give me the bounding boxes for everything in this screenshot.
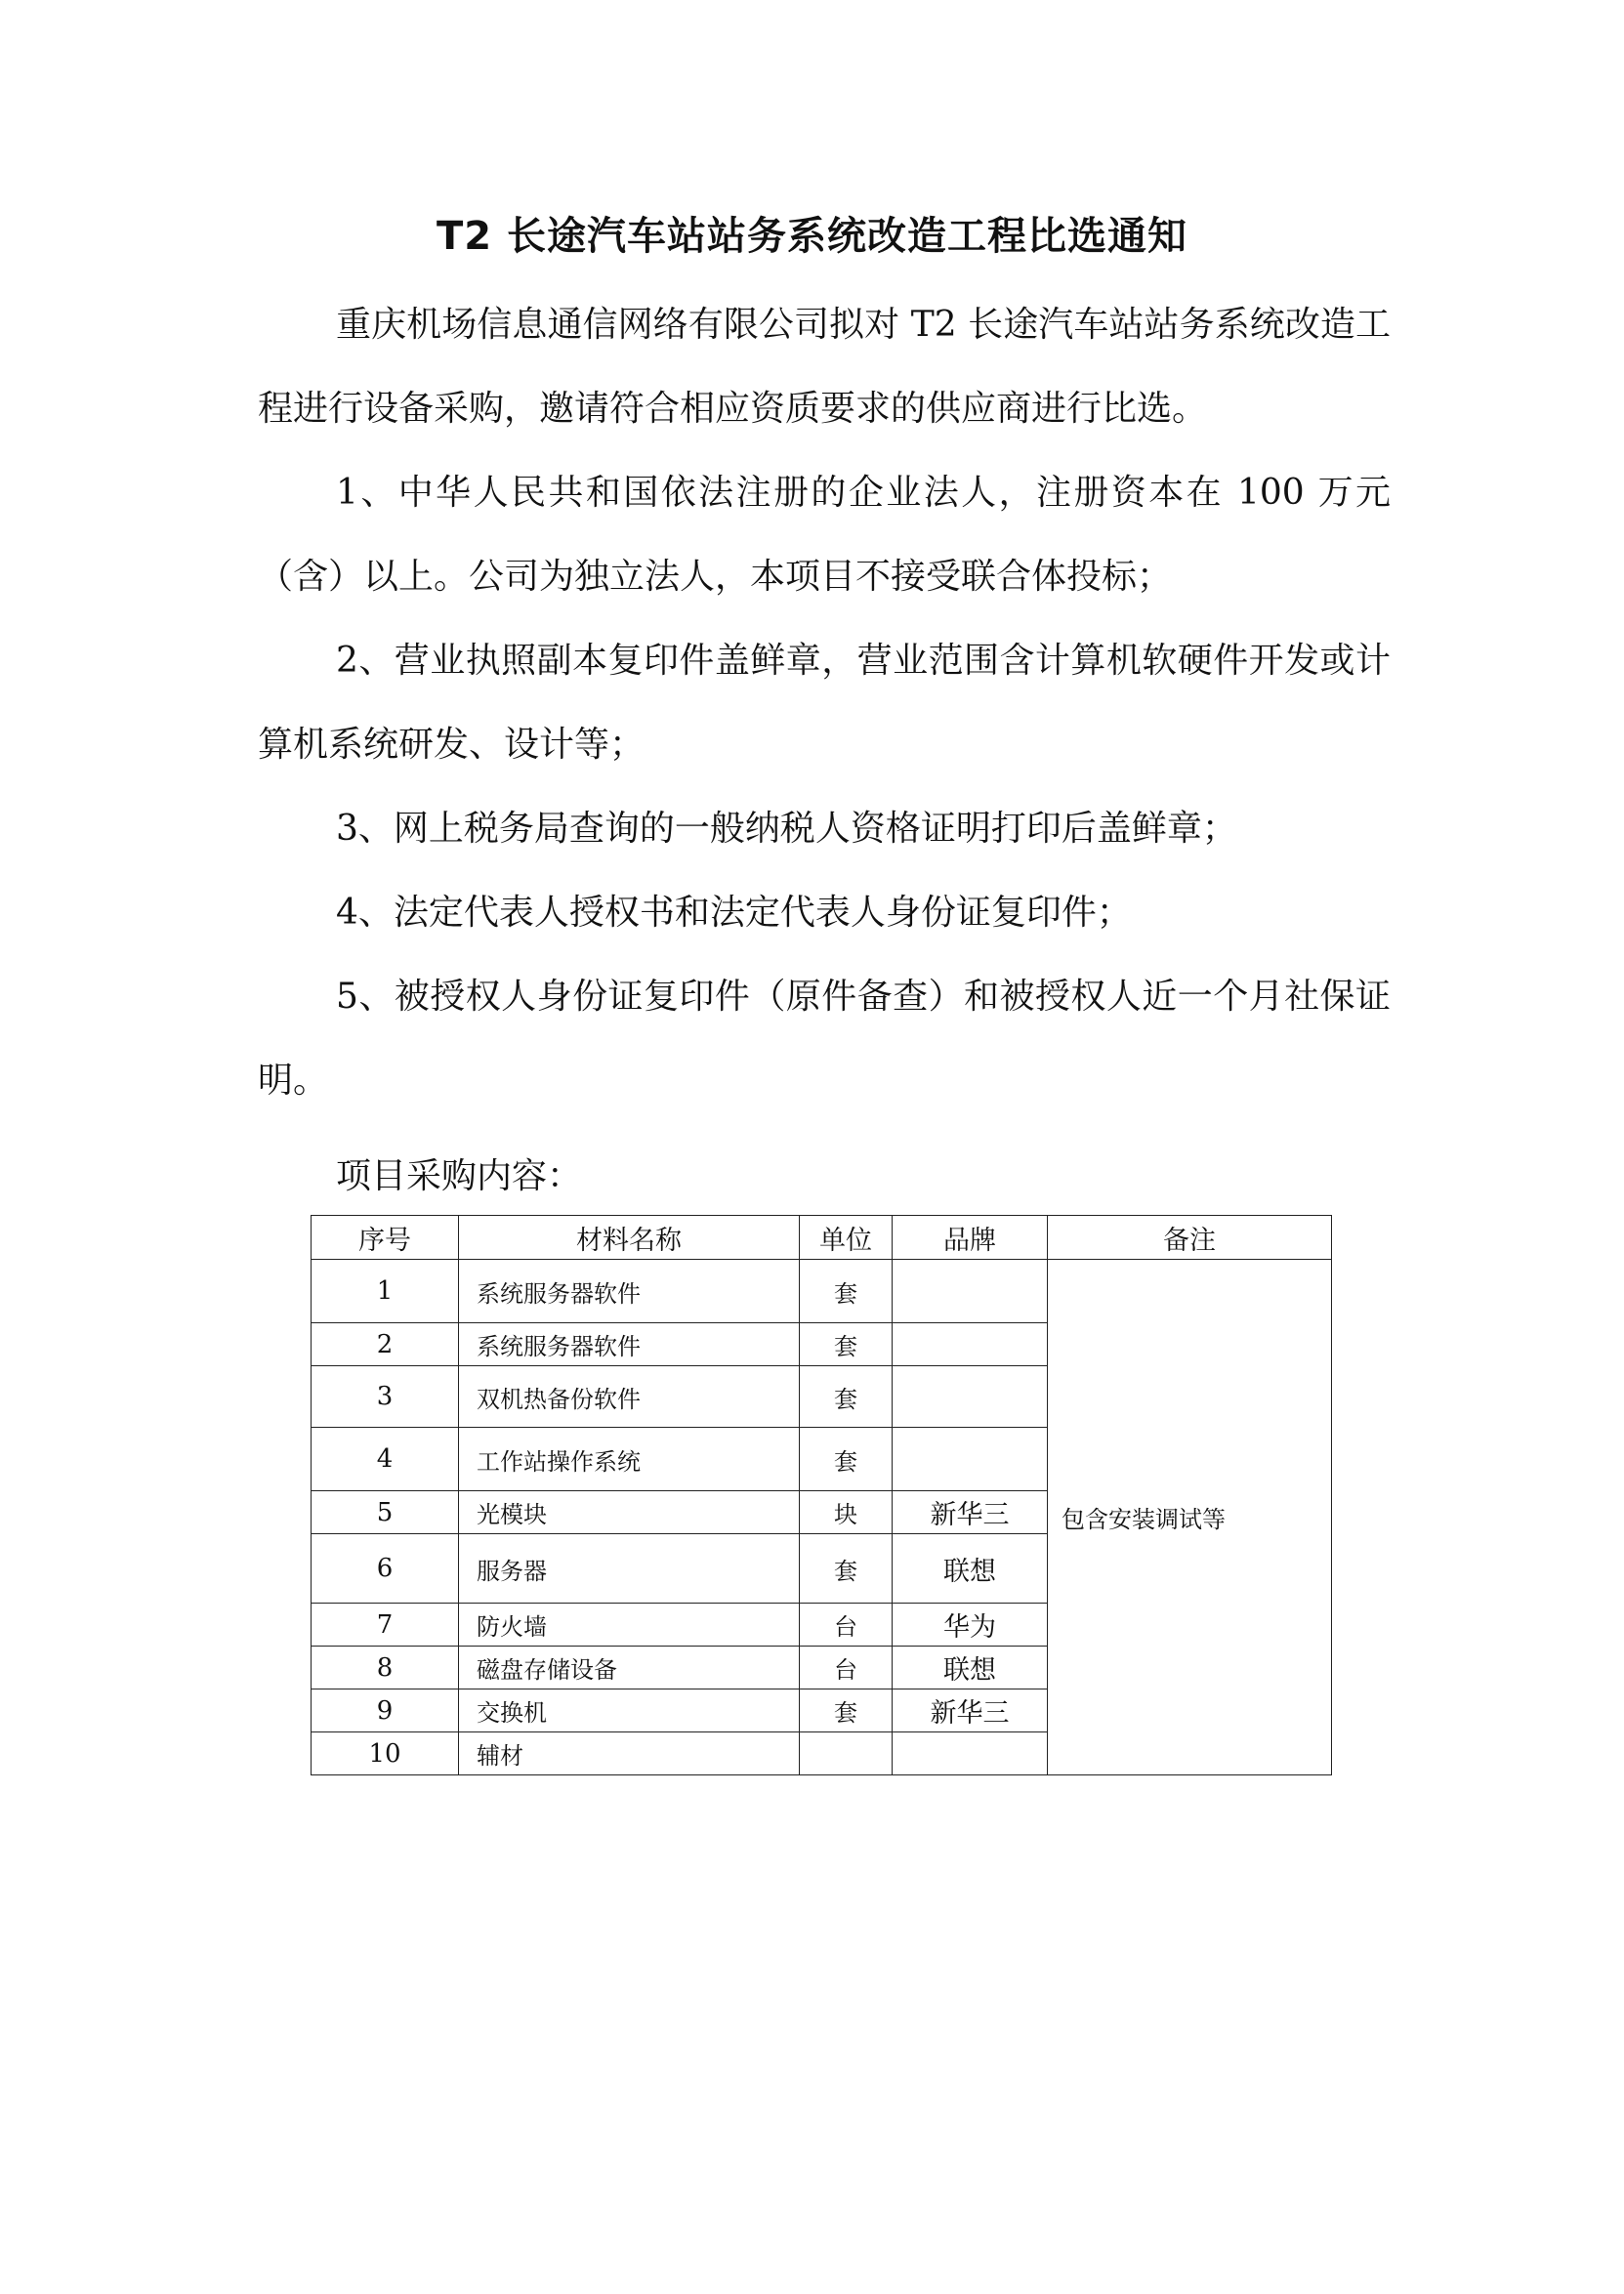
row-no: 1 xyxy=(312,1260,459,1323)
requirement-2: 2、营业执照副本复印件盖鲜章，营业范围含计算机软硬件开发或计算机系统研发、设计等； xyxy=(258,641,1391,765)
requirement-3: 3、网上税务局查询的一般纳税人资格证明打印后盖鲜章； xyxy=(336,809,1237,849)
table-header-row xyxy=(312,1216,1332,1260)
row-unit: 台 xyxy=(800,1604,893,1647)
row-brand: 联想 xyxy=(893,1647,1048,1689)
row-name: 系统服务器软件 xyxy=(459,1323,800,1366)
row-name: 工作站操作系统 xyxy=(459,1428,800,1491)
row-name: 光模块 xyxy=(459,1491,800,1534)
intro-paragraph: 重庆机场信息通信网络有限公司拟对 T2 长途汽车站站务系统改造工程进行设备采购，邀请符合相应资质要求的供应商进行比选。 xyxy=(258,305,1391,429)
row-brand xyxy=(893,1732,1048,1775)
row-brand: 新华三 xyxy=(893,1491,1048,1534)
row-no: 7 xyxy=(312,1604,459,1647)
row-brand xyxy=(893,1366,1048,1428)
row-unit: 套 xyxy=(800,1428,893,1491)
requirement-4: 4、法定代表人授权书和法定代表人身份证复印件； xyxy=(336,893,1132,933)
row-name: 交换机 xyxy=(459,1689,800,1732)
requirement-1: 1、中华人民共和国依法注册的企业法人，注册资本在 100 万元（含）以上。公司为独立法人，本项目不接受联合体投标； xyxy=(258,473,1391,597)
notice-body xyxy=(258,283,1391,1123)
row-name: 磁盘存储设备 xyxy=(459,1647,800,1689)
row-no: 6 xyxy=(312,1534,459,1604)
row-brand xyxy=(893,1428,1048,1491)
row-brand: 联想 xyxy=(893,1534,1048,1604)
row-unit: 块 xyxy=(800,1491,893,1534)
header-name: 材料名称 xyxy=(459,1216,800,1260)
row-unit: 套 xyxy=(800,1689,893,1732)
row-name: 服务器 xyxy=(459,1534,800,1604)
row-unit: 套 xyxy=(800,1323,893,1366)
row-unit: 台 xyxy=(800,1647,893,1689)
row-brand: 新华三 xyxy=(893,1689,1048,1732)
row-brand: 华为 xyxy=(893,1604,1048,1647)
requirement-5: 5、被授权人身份证复印件（原件备查）和被授权人近一个月社保证明。 xyxy=(258,977,1391,1101)
row-name: 防火墙 xyxy=(459,1604,800,1647)
table-row xyxy=(312,1260,1332,1323)
header-unit: 单位 xyxy=(800,1216,893,1260)
row-unit: 套 xyxy=(800,1366,893,1428)
row-no: 5 xyxy=(312,1491,459,1534)
row-unit xyxy=(800,1732,893,1775)
row-no: 8 xyxy=(312,1647,459,1689)
remark-cell: 包含安装调试等 xyxy=(1048,1260,1332,1775)
row-name: 系统服务器软件 xyxy=(459,1260,800,1323)
row-name: 辅材 xyxy=(459,1732,800,1775)
notice-title: T2 长途汽车站站务系统改造工程比选通知 xyxy=(436,214,1188,259)
row-no: 3 xyxy=(312,1366,459,1428)
row-name: 双机热备份软件 xyxy=(459,1366,800,1428)
header-no: 序号 xyxy=(312,1216,459,1260)
procurement-table xyxy=(311,1215,1332,1775)
header-remark: 备注 xyxy=(1048,1216,1332,1260)
header-brand: 品牌 xyxy=(893,1216,1048,1260)
row-no: 10 xyxy=(312,1732,459,1775)
row-no: 2 xyxy=(312,1323,459,1366)
row-unit: 套 xyxy=(800,1260,893,1323)
row-unit: 套 xyxy=(800,1534,893,1604)
row-no: 9 xyxy=(312,1689,459,1732)
table-heading: 项目采购内容： xyxy=(336,1156,583,1196)
row-brand xyxy=(893,1260,1048,1323)
row-no: 4 xyxy=(312,1428,459,1491)
row-brand xyxy=(893,1323,1048,1366)
